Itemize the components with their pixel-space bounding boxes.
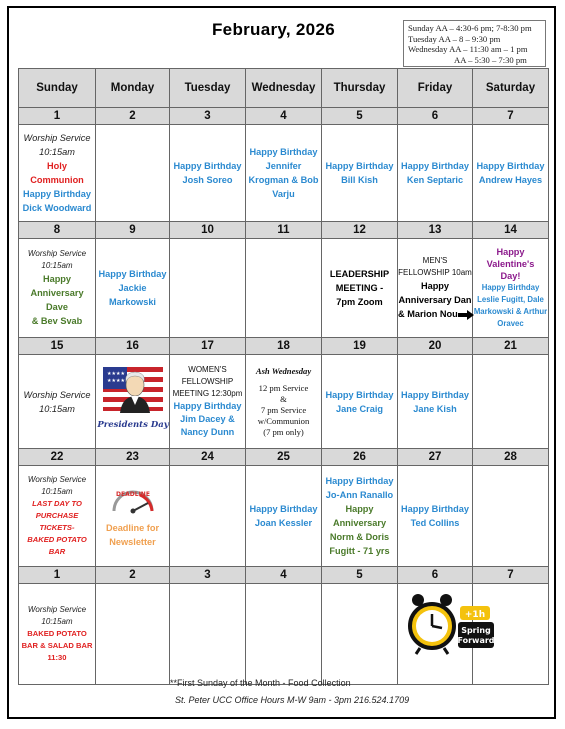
event-text: Happy Birthday [401, 504, 469, 514]
date-number: 6 [398, 108, 473, 125]
event-text: MEETING 12:30pm [172, 389, 243, 398]
day-cell-feb-27 [398, 466, 473, 567]
deadline-gauge-label: DEADLINE [115, 491, 150, 498]
event-text: Oravec [497, 319, 524, 328]
event-text: Happy [496, 247, 525, 257]
event-text: 10:15am [39, 147, 75, 157]
event-text: BAR & SALAD BAR [21, 641, 93, 650]
event-text: Jane Kish [413, 403, 457, 414]
event-text: (7 pm only) [263, 426, 304, 437]
aa-schedule-box [403, 20, 546, 67]
event-text: & [280, 393, 287, 404]
date-number: 9 [96, 222, 170, 239]
date-number: 7 [473, 567, 549, 584]
day-cell-feb-23 [96, 466, 170, 567]
weekday-monday: Monday [96, 69, 170, 108]
event-text: Happy Birthday [476, 161, 545, 171]
date-number: 11 [246, 222, 322, 239]
week3-numbers [19, 338, 549, 355]
presidents-day-image [96, 365, 169, 435]
date-number: 16 [96, 338, 170, 355]
date-number: 8 [19, 222, 96, 239]
event-text: Worship Service [27, 605, 87, 614]
day-cell-feb-20 [398, 355, 473, 449]
event-text: Josh Soreo [182, 175, 233, 185]
deadline-gauge-icon [110, 483, 156, 517]
event-text: Happy Birthday [23, 189, 91, 199]
event-text: FELLOWSHIP [181, 377, 234, 386]
date-number: 14 [473, 222, 549, 239]
event-text: Day! [500, 271, 521, 281]
date-number: 26 [322, 449, 398, 466]
date-number: 10 [170, 222, 246, 239]
event-text: Valentine's [486, 259, 535, 269]
event-text: Norm & Doris [329, 532, 390, 542]
day-cell-feb-18 [246, 355, 322, 449]
day-cell-mar-1 [19, 584, 96, 685]
event-text: BAKED POTATO [27, 629, 87, 638]
event-text: 12 pm Service [258, 382, 309, 393]
day-cell-feb-11 [246, 239, 322, 338]
day-cell-mar-6 [398, 584, 495, 685]
event-text: Nancy Dunn [180, 427, 235, 437]
date-number: 17 [170, 338, 246, 355]
event-text: BAKED POTATO BAR [27, 535, 87, 556]
arrow-right-icon [458, 310, 474, 320]
event-text: LAST DAY TO [32, 499, 82, 508]
event-text: Happy Birthday [401, 161, 469, 171]
date-number: 13 [398, 222, 473, 239]
day-cell-feb-25 [246, 466, 322, 567]
event-text: Jennifer [265, 161, 302, 171]
week1-cells [19, 125, 549, 222]
day-cell-mar-2 [96, 584, 170, 685]
weekday-header-row [19, 69, 549, 108]
week2-numbers [19, 222, 549, 239]
event-text: 10:15am [41, 487, 73, 496]
date-number: 5 [322, 108, 398, 125]
day-cell-feb-26 [322, 466, 398, 567]
day-cell-feb-9 [96, 239, 170, 338]
event-text: Jim Dacey & [180, 414, 235, 424]
day-cell-feb-10 [170, 239, 246, 338]
weekday-sunday: Sunday [19, 69, 96, 108]
event-text [398, 307, 472, 321]
event-text: 10:15am [41, 617, 73, 626]
event-text: 7pm Zoom [336, 297, 383, 307]
date-number: 6 [398, 567, 473, 584]
svg-text:★★★★: ★★★★ [106, 370, 125, 377]
event-text: & Bev Svab [31, 316, 83, 326]
date-number: 3 [170, 567, 246, 584]
event-text: & Marion Nou [398, 309, 458, 319]
day-cell-feb-21 [473, 355, 549, 449]
event-text: Happy [42, 274, 72, 284]
event-text: Leslie Fugitt, Dale [477, 295, 544, 304]
date-number: 19 [322, 338, 398, 355]
date-number: 27 [398, 449, 473, 466]
week5-cells [19, 584, 549, 685]
event-text: MEETING - [335, 283, 384, 293]
event-text: Dick Woodward [22, 203, 92, 213]
event-text: Ash Wednesday [255, 365, 312, 376]
day-cell-feb-8 [19, 239, 96, 338]
event-text: Jackie [118, 283, 147, 293]
date-number: 23 [96, 449, 170, 466]
date-number: 4 [246, 108, 322, 125]
spring-forward-text: Spring [461, 626, 491, 635]
date-number: 25 [246, 449, 322, 466]
event-text: Happy [420, 281, 450, 291]
date-number: 2 [96, 567, 170, 584]
week5-numbers [19, 567, 549, 584]
event-text: Anniversary Dave [30, 288, 84, 312]
date-number: 18 [246, 338, 322, 355]
day-cell-mar-5 [322, 584, 398, 685]
weekday-saturday: Saturday [473, 69, 549, 108]
event-text: Happy Birthday [249, 504, 318, 514]
presidents-day-caption: Presidents Day [96, 419, 169, 430]
day-cell-mar-3 [170, 584, 246, 685]
event-text: Ted Collins [410, 518, 460, 528]
date-number: 2 [96, 108, 170, 125]
event-text: Bill Kish [341, 175, 378, 185]
event-text: Happy Birthday [173, 161, 242, 171]
event-text: FELLOWSHIP 10am [398, 268, 472, 277]
week1-numbers [19, 108, 549, 125]
day-cell-feb-13 [398, 239, 473, 338]
event-text: Newsletter [109, 537, 156, 547]
calendar-grid [18, 68, 549, 685]
event-text: Happy Birthday [481, 283, 540, 292]
week4-cells [19, 466, 549, 567]
event-text: 10:15am [39, 403, 75, 414]
day-cell-mar-4 [246, 584, 322, 685]
event-text: Anniversary [332, 518, 387, 528]
date-number: 5 [322, 567, 398, 584]
date-number: 4 [246, 567, 322, 584]
event-text: Happy Birthday [325, 161, 394, 171]
event-text: Deadline for [105, 523, 160, 533]
day-cell-feb-4 [246, 125, 322, 222]
event-text: Happy Birthday [98, 269, 167, 279]
event-text: Happy Birthday [325, 476, 394, 486]
aa-line: Tuesday AA – 8 – 9:30 pm [408, 33, 501, 44]
day-cell-feb-7 [473, 125, 549, 222]
calendar-title: February, 2026 [212, 20, 335, 39]
date-number: 22 [19, 449, 96, 466]
svg-text:★★★★: ★★★★ [106, 377, 125, 384]
date-number: 28 [473, 449, 549, 466]
footer-office-hours: St. Peter UCC Office Hours M-W 9am - 3pm 216.524.1709 [175, 695, 410, 705]
day-cell-feb-15 [19, 355, 96, 449]
event-text: LEADERSHIP [329, 269, 390, 279]
event-text: Worship Service [23, 133, 91, 143]
day-cell-feb-17 [170, 355, 246, 449]
date-number: 1 [19, 567, 96, 584]
event-text: Anniversary Dan [398, 295, 472, 305]
event-text: Markowski [109, 297, 156, 307]
date-number: 20 [398, 338, 473, 355]
week3-cells [19, 355, 549, 449]
spring-forward-text: Forward [457, 636, 495, 645]
event-text: Happy Birthday [325, 389, 394, 400]
event-text: PURCHASE TICKETS- [35, 511, 79, 532]
date-number: 1 [19, 108, 96, 125]
event-text: Happy Birthday [401, 389, 469, 400]
event-text: Fugitt - 71 yrs [329, 546, 390, 556]
weekday-friday: Friday [398, 69, 473, 108]
event-text: Ken Septaric [406, 175, 464, 185]
event-text: Worship Service [27, 249, 87, 258]
event-text: Joan Kessler [254, 518, 313, 528]
week4-numbers [19, 449, 549, 466]
date-number: 24 [170, 449, 246, 466]
event-text: Happy [345, 504, 374, 514]
event-text: Varju [272, 189, 295, 199]
day-cell-feb-24 [170, 466, 246, 567]
day-cell-feb-19 [322, 355, 398, 449]
aa-line: Wednesday AA – 11:30 am – 1 pm [408, 44, 528, 54]
footer-food-note: **First Sunday of the Month - Food Collection [170, 678, 351, 688]
date-number: 15 [19, 338, 96, 355]
day-cell-feb-12 [322, 239, 398, 338]
aa-line: Sunday AA – 4:30-6 pm; 7-8:30 pm [408, 23, 532, 33]
event-text: Krogman & Bob [248, 175, 319, 185]
date-number: 21 [473, 338, 549, 355]
event-text: Worship Service [27, 475, 87, 484]
event-text: Andrew Hayes [478, 175, 543, 185]
day-cell-feb-3 [170, 125, 246, 222]
event-text: 7 pm Service [260, 404, 307, 415]
event-text: Worship Service [23, 389, 91, 400]
aa-line: AA – 5:30 – 7:30 pm [454, 54, 527, 65]
event-text: WOMEN'S [188, 365, 227, 374]
day-cell-feb-28 [473, 466, 549, 567]
day-cell-feb-16 [96, 355, 170, 449]
spring-forward-clock-icon [406, 594, 506, 656]
event-text: Holy Communion [30, 161, 84, 185]
date-number: 7 [473, 108, 549, 125]
day-cell-feb-6 [398, 125, 473, 222]
weekday-tuesday: Tuesday [170, 69, 246, 108]
day-cell-feb-22 [19, 466, 96, 567]
event-text: MEN'S [422, 256, 448, 265]
event-text: Happy Birthday [249, 147, 318, 157]
spring-forward-badge: +1h [464, 610, 486, 620]
event-text: Markowski & Arthur [473, 307, 548, 316]
date-number: 3 [170, 108, 246, 125]
event-text: Happy Birthday [173, 401, 242, 411]
week2-cells [19, 239, 549, 338]
event-text: 11:30 [47, 653, 67, 662]
day-cell-feb-14 [473, 239, 549, 338]
event-text: Jo-Ann Ranallo [325, 490, 394, 500]
event-text: Jane Craig [336, 403, 383, 414]
date-number: 12 [322, 222, 398, 239]
day-cell-feb-5 [322, 125, 398, 222]
day-cell-feb-2 [96, 125, 170, 222]
day-cell-feb-1 [19, 125, 96, 222]
event-text: 10:15am [41, 261, 73, 270]
weekday-wednesday: Wednesday [246, 69, 322, 108]
event-text: w/Communion [257, 415, 310, 426]
weekday-thursday: Thursday [322, 69, 398, 108]
